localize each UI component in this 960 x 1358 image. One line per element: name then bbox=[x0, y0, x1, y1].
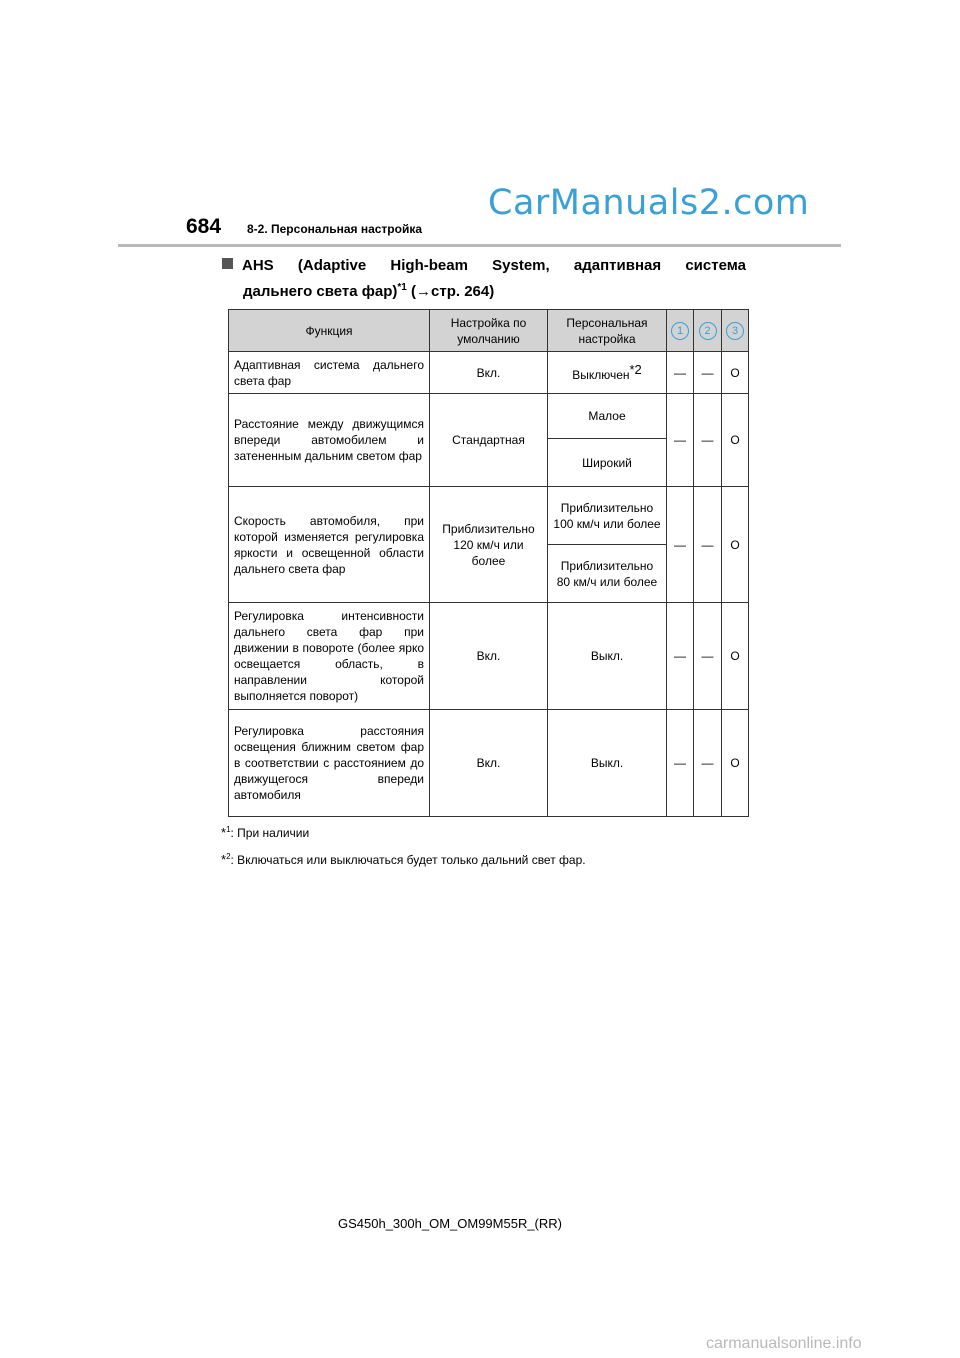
default-cell: Вкл. bbox=[430, 352, 548, 394]
title-word: (Adaptive bbox=[297, 257, 367, 274]
title-square-icon: AHS bbox=[222, 255, 274, 277]
method-3-cell: O bbox=[722, 394, 749, 487]
document-code: GS450h_300h_OM_OM99M55R_(RR) bbox=[338, 1216, 562, 1231]
custom-cell: Выкл. bbox=[548, 710, 667, 817]
method-1-cell: — bbox=[667, 394, 694, 487]
section-title bbox=[222, 255, 746, 303]
footnote-2: *$^2$: Включаться или выключаться будет только дальний свет фар. bbox=[221, 852, 586, 867]
method-3-cell: O bbox=[722, 710, 749, 817]
method-2-cell: — bbox=[694, 603, 722, 710]
circle-3-icon: 3 bbox=[726, 322, 744, 340]
footnote-1: *$^1$: При наличии bbox=[221, 825, 310, 840]
method-2-cell: — bbox=[694, 487, 722, 603]
title-word: High-beam bbox=[390, 257, 468, 274]
method-3-cell: O bbox=[722, 487, 749, 603]
method-2-cell: — bbox=[694, 710, 722, 817]
function-cell: Расстояние между движущимся впереди автомобилем и затененным дальним светом фар bbox=[229, 394, 430, 487]
header-method-1 bbox=[667, 310, 694, 352]
custom-cell: Выключен$^{*2}$ bbox=[548, 352, 667, 394]
header-function: Функция bbox=[229, 310, 430, 352]
default-cell: Стандартная bbox=[430, 394, 548, 487]
table-row bbox=[229, 487, 749, 545]
custom-cell: Приблизительно 80 км/ч или более bbox=[548, 545, 667, 603]
method-1-cell: — bbox=[667, 352, 694, 394]
custom-cell: Малое bbox=[548, 394, 667, 439]
table-row bbox=[229, 603, 749, 710]
page-reference-link[interactable]: (→стр. 264) bbox=[411, 283, 495, 300]
custom-cell: Широкий bbox=[548, 439, 667, 487]
header-default: Настройка по умолчанию bbox=[430, 310, 548, 352]
watermark-logo: CarManuals2.com bbox=[488, 183, 810, 223]
circle-1-icon: 1 bbox=[671, 322, 689, 340]
custom-cell: Приблизительно 100 км/ч или более bbox=[548, 487, 667, 545]
title-word: адаптивная bbox=[573, 257, 662, 274]
method-1-cell: — bbox=[667, 603, 694, 710]
table-row bbox=[229, 710, 749, 817]
default-cell: Вкл. bbox=[430, 603, 548, 710]
header-method-2 bbox=[694, 310, 722, 352]
section-heading: 8-2. Персональная настройка bbox=[247, 222, 423, 236]
footnote-ref: *2 bbox=[629, 362, 642, 377]
table-row bbox=[229, 352, 749, 394]
function-cell: Скорость автомобиля, при которой изменяется регулировка яркости и освещенной области дальнего света фар bbox=[229, 487, 430, 603]
settings-table bbox=[228, 309, 749, 817]
title-word: система bbox=[685, 257, 746, 274]
custom-cell: Выкл. bbox=[548, 603, 667, 710]
method-1-cell: — bbox=[667, 710, 694, 817]
watermark-footer: carmanualsonline.info bbox=[706, 1335, 862, 1352]
header-divider bbox=[118, 244, 841, 247]
method-2-cell: — bbox=[694, 394, 722, 487]
page-number: 684 bbox=[186, 215, 222, 238]
method-1-cell: — bbox=[667, 487, 694, 603]
title-line2: дальнего света фар) bbox=[243, 283, 398, 300]
method-2-cell: — bbox=[694, 352, 722, 394]
default-cell: Вкл. bbox=[430, 710, 548, 817]
footnote-ref: *1 bbox=[397, 282, 407, 293]
function-cell: Регулировка интенсивности дальнего света фар при движении в повороте (более ярко освещается область, в направлении которой выполняется поворот) bbox=[229, 603, 430, 710]
title-word: System, bbox=[492, 257, 550, 274]
function-cell: Регулировка расстояния освещения ближним светом фар в соответствии с расстоянием до движущегося впереди автомобиля bbox=[229, 710, 430, 817]
function-cell: Адаптивная система дальнего света фар bbox=[229, 352, 430, 394]
method-3-cell: O bbox=[722, 352, 749, 394]
header-custom: Персональная настройка bbox=[548, 310, 667, 352]
table-row bbox=[229, 394, 749, 439]
method-3-cell: O bbox=[722, 603, 749, 710]
header-method-3 bbox=[722, 310, 749, 352]
table-header-row bbox=[229, 310, 749, 352]
circle-2-icon: 2 bbox=[699, 322, 717, 340]
default-cell: Приблизительно 120 км/ч или более bbox=[430, 487, 548, 603]
